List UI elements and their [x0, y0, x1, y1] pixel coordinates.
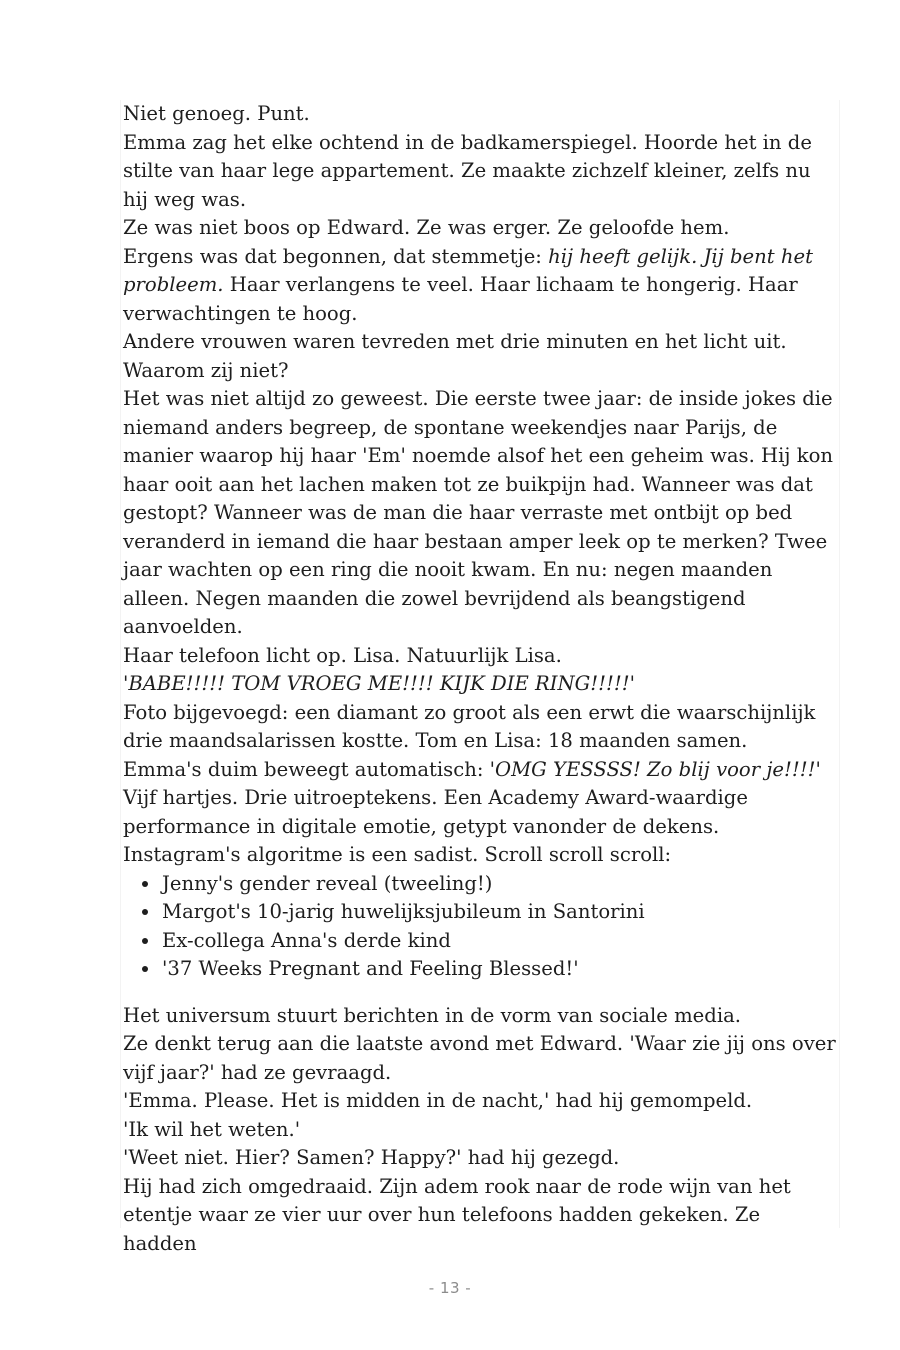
list-item: • Margot's 10-jarig huwelijksjubileum in Santorini: [161, 898, 839, 927]
text-run: 'Ik wil het weten.': [123, 1117, 301, 1141]
paragraph: [123, 1116, 839, 1145]
paragraph: [123, 129, 839, 215]
paragraph: [123, 100, 839, 129]
paragraph: [123, 1173, 839, 1259]
text-run: Ze denkt terug aan die laatste avond met Edward. 'Waar zie jij ons over vijf jaar?' had ze gevraagd.: [123, 1032, 836, 1084]
text-run: Ze was niet boos op Edward. Ze was erger. Ze geloofde hem.: [123, 216, 730, 239]
paragraph: [123, 670, 839, 699]
text-run: Foto bijgevoegd: een diamant zo groot als een erwt die waarschijnlijk drie maandsalarissen kostte. Tom en Lisa: 18 maanden samen.: [123, 700, 816, 752]
italic-text: 'BABE!!!!! TOM VROEG ME!!!! KIJK DIE RING!!!!!': [123, 672, 636, 695]
text-run: Vijf hartjes. Drie uitroeptekens. Een Academy Award-waardige performance in digitale emotie, getypt vanonder de dekens.: [123, 786, 748, 838]
paragraph: [123, 699, 839, 756]
list-item: • '37 Weeks Pregnant and Feeling Blessed!': [161, 955, 839, 984]
text-run: Haar telefoon licht op. Lisa. Natuurlijk Lisa.: [123, 643, 562, 667]
text-run: Het universum stuurt berichten in de vorm van sociale media.: [123, 1003, 741, 1027]
paragraph: [123, 1087, 839, 1116]
italic-text: 'OMG YESSSS! Zo blij voor je!!!!': [489, 757, 821, 781]
paragraph: [123, 642, 839, 671]
text-run: Het was niet altijd zo geweest. Die eerste twee jaar: de inside jokes die niemand anders begreep, de spontane weekendjes naar Parijs, de manier waarop hij haar 'Em' noemde alsof het een geheim was. Hij kon haar ooit aan het lachen maken tot ze buikpijn had. Wanneer was dat gestopt? Wanneer was de man die haar verraste met ontbijt op bed veranderd in iemand die haar bestaan amper leek op te merken? Twee jaar wachten op een ring die nooit kwam. En nu: negen maanden alleen. Negen maanden die zowel bevrijdend als beangstigend aanvoelden.: [123, 387, 833, 638]
paragraphs-bottom: [123, 1002, 839, 1259]
text-run: Ergens was dat begonnen, dat stemmetje:: [123, 244, 549, 268]
body-text: [120, 100, 840, 1255]
text-run: Haar verlangens te veel. Haar lichaam te hongerig. Haar verwachtingen te hoog.: [123, 273, 798, 325]
text-run: Instagram's algoritme is een sadist. Scroll scroll scroll:: [123, 843, 672, 866]
paragraph: [123, 1030, 839, 1087]
text-run: 'Weet niet. Hier? Samen? Happy?' had hij gezegd.: [123, 1146, 620, 1169]
paragraph: [123, 841, 839, 870]
text-run: Niet genoeg. Punt.: [123, 102, 310, 125]
paragraph: [123, 1002, 839, 1031]
paragraph: [123, 328, 839, 385]
paragraph: [123, 214, 839, 243]
social-feed-list: [123, 870, 839, 984]
paragraph: [123, 243, 839, 329]
italic-text: hij heeft gelijk. Jij bent het probleem.: [123, 244, 813, 296]
text-run: Emma zag het elke ochtend in de badkamerspiegel. Hoorde het in de stilte van haar lege appartement. Ze maakte zichzelf kleiner, zelfs nu hij weg was.: [123, 130, 812, 211]
text-run: Emma's duim beweegt automatisch:: [123, 757, 490, 781]
page-number: - 13 -: [428, 1279, 472, 1297]
paragraph: [123, 385, 839, 642]
text-run: 'Emma. Please. Het is midden in de nacht,' had hij gemompeld.: [123, 1089, 753, 1112]
text-run: Hij had zich omgedraaid. Zijn adem rook naar de rode wijn van het etentje waar ze vier uur over hun telefoons hadden gekeken. Ze hadden: [123, 1174, 791, 1255]
paragraph: [123, 784, 839, 841]
text-run: Andere vrouwen waren tevreden met drie minuten en het licht uit. Waarom zij niet?: [123, 330, 787, 382]
list-item: • Jenny's gender reveal (tweeling!): [161, 870, 839, 899]
paragraph: [123, 1144, 839, 1173]
list-item: • Ex-collega Anna's derde kind: [161, 927, 839, 956]
paragraphs-top: [123, 100, 839, 870]
paragraph: [123, 756, 839, 785]
